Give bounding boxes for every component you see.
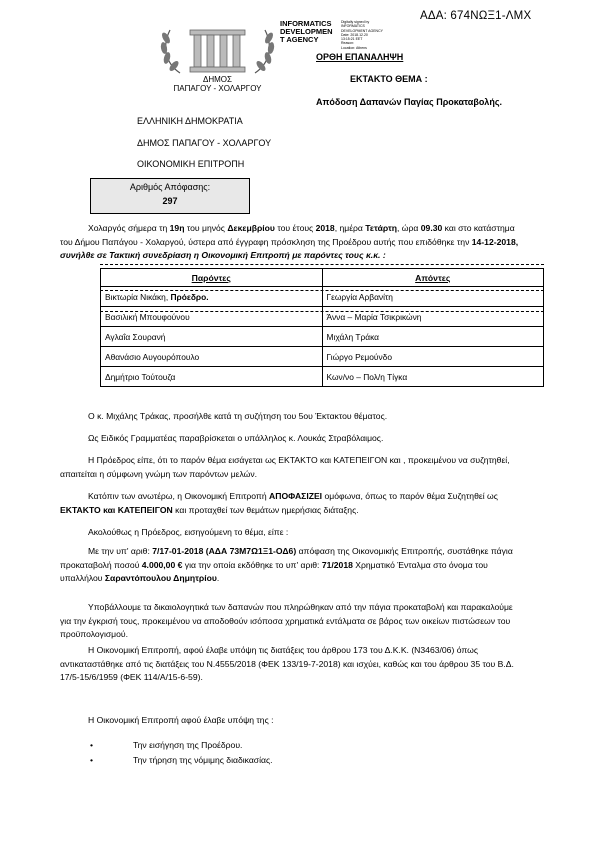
decide-text-3: και προταχθεί των θεμάτων ημερήσιας διάταξης.: [172, 504, 359, 515]
submission-line-1: Υποβάλλουμε τα δικαιολογητικά των δαπανών που πληρώθηκαν από την πάγια προκαταβολή και παρακαλούμε: [88, 602, 513, 612]
logo-line-1: ΔΗΜΟΣ: [203, 75, 232, 84]
present-name: Βικτωρία Νικάκη,: [105, 291, 171, 302]
intro-day: 19η: [169, 223, 185, 233]
intro-time: 09.30: [420, 223, 443, 233]
agency-line-3: T AGENCY: [280, 35, 319, 44]
intro-text-8: συνήλθε σε Τακτική συνεδρίαση η Οικονομική Επιτροπή με παρόντες τους κ.κ. :: [60, 250, 386, 260]
urgent-paragraph: [60, 454, 545, 481]
intro-text-3: του έτους: [274, 223, 316, 233]
intro-text-6: και στο κατάστημα: [442, 223, 515, 233]
urgent-line-2: απαιτείται η σύμφωνη γνώμη των παρόντων μελών.: [60, 468, 258, 479]
intro-year: 2018: [315, 223, 335, 233]
agency-line-1: INFORMATICS: [280, 19, 332, 28]
absent-cell: Κων/νο – Πολ/η Τίγκα: [322, 367, 544, 387]
dec-text-5: Χρηματικό Ένταλμα στο όνομα του: [352, 559, 488, 570]
divider: [100, 264, 544, 265]
dec-text-6: υπαλλήλου: [60, 573, 105, 583]
table-row: [101, 367, 544, 387]
municipality-logo: [150, 18, 285, 98]
present-header: Παρόντες: [101, 269, 323, 287]
legal-line-2: αντικαταστάθηκε από τις διατάξεις του Ν.4555/2018 (ΦΕΚ 133/19-7-2018) και ισχύει, καθώς και του άρθρου 35 του Β.Δ.: [60, 658, 514, 669]
dec-text-3: προκαταβολή ποσού: [60, 559, 142, 570]
decision-number-value: 297: [162, 196, 178, 206]
employee-name: Σαραντόπουλου Δημητρίου: [104, 573, 217, 583]
correct-repetition-label: ΟΡΘΗ ΕΠΑΝΑΛΗΨΗ: [316, 52, 404, 62]
table-row: [101, 347, 544, 367]
decide-text-1: Κατόπιν των ανωτέρω, η Οικονομική Επιτροπή: [88, 491, 270, 501]
bullet-icon: •: [90, 740, 94, 750]
chair-intro: Ακολούθως η Πρόεδρος, εισηγούμενη το θέμα, είπε :: [88, 527, 289, 537]
absent-header: Απόντες: [322, 269, 544, 287]
signature-detail-7: Location: Athens: [341, 45, 367, 50]
subject-title: Απόδοση Δαπανών Παγίας Προκαταβολής.: [316, 97, 502, 107]
divider: [100, 290, 544, 291]
invitation-date: 14-12-2018,: [471, 236, 519, 247]
dec-text-1: Με την υπ' αριθ:: [88, 546, 153, 556]
legal-paragraph: [60, 644, 545, 685]
intro-month: Δεκεμβρίου: [227, 223, 275, 233]
present-cell: Δημήτριο Τούτουζα: [101, 367, 323, 387]
prior-decision-ref: 7/17-01-2018 (ΑΔΑ 73Μ7Ω1Ξ1-ΟΔ6): [152, 546, 297, 556]
intro-weekday: Τετάρτη: [365, 223, 398, 233]
secretary-note: Ως Ειδικός Γραμματέας παραβρίσκεται ο υπάλληλος κ. Λουκάς Στραβόλαιμος.: [88, 433, 384, 443]
present-cell: Βασιλική Μπουφούνου: [101, 307, 323, 327]
present-cell: Αθανάσιο Αυγουρόπουλο: [101, 347, 323, 367]
signature-detail-2: INFORMATICS: [341, 24, 365, 29]
dec-text-2: απόφαση της Οικονομικής Επιτροπής, συστάθηκε πάγια: [296, 546, 513, 556]
urgent-line-1: Η Πρόεδρος είπε, ότι το παρόν θέμα εισάγεται ως ΕΚΤΑΚΤΟ και ΚΑΤΕΠΕΙΓΟΝ και , προκειμένου να συζητηθεί,: [88, 455, 510, 465]
signature-detail-4: Date: 2018.12.20: [341, 32, 368, 37]
absent-cell: Γεωργία Αρβανίτη: [322, 287, 544, 307]
divider: [100, 311, 544, 312]
laurel-emblem-icon: [150, 18, 285, 78]
considering-line: Η Οικονομική Επιτροπή αφού έλαβε υπόψη της :: [88, 715, 274, 725]
signature-details: [341, 20, 383, 50]
trakas-arrival: Ο κ. Μιχάλης Τράκας, προσήλθε κατά τη συζήτηση του 5ου Έκτακτου θέματος.: [88, 411, 388, 421]
intro-text-5: , ώρα: [397, 223, 421, 233]
table-row: [101, 307, 544, 327]
submission-line-3: προϋπολογισμού.: [60, 629, 128, 639]
decision-number-label: Αριθμός Απόφασης:: [129, 182, 211, 192]
logo-line-2: ΠΑΠΑΓΟΥ - ΧΟΛΑΡΓΟΥ: [173, 84, 262, 93]
dec-text-7: .: [216, 573, 220, 583]
committee-label: ΟΙΚΟΝΟΜΙΚΗ ΕΠΙΤΡΟΠΗ: [137, 159, 245, 169]
decide-paragraph: [60, 490, 545, 517]
municipality-label: ΔΗΜΟΣ ΠΑΠΑΓΟΥ - ΧΟΛΑΡΓΟΥ: [137, 138, 272, 148]
signature-detail-5: 13:15:21 EET: [341, 37, 363, 42]
signature-detail-6: Reason:: [341, 41, 355, 46]
signature-agency: [280, 20, 333, 44]
intro-text-7: του Δήμου Παπάγου - Χολαργού, ύστερα από έγγραφη πρόσκληση της Προέδρου αυτής που επιδόθηκε την: [60, 236, 472, 247]
advance-amount: 4.000,00 €: [141, 559, 183, 570]
prior-decision-paragraph: [60, 545, 545, 586]
urgent-topic-label: ΕΚΤΑΚΤΟ ΘΕΜΑ :: [350, 74, 428, 84]
dec-text-4: για την οποία εκδόθηκε το υπ' αριθ:: [182, 559, 322, 570]
ada-code: ΑΔΑ: 674ΝΩΞ1-ΛΜΧ: [420, 10, 532, 22]
warrant-number: 71/2018: [321, 559, 353, 570]
present-cell: Αγλαΐα Σουρανή: [101, 327, 323, 347]
attendance-table: [100, 268, 544, 387]
decide-keyword: ΑΠΟΦΑΣΙΖΕΙ: [269, 491, 323, 501]
submission-paragraph: [60, 601, 545, 642]
decide-urgent: ΕΚΤΑΚΤΟ και ΚΑΤΕΠΕΙΓΟΝ: [60, 504, 173, 515]
republic-label: ΕΛΛΗΝΙΚΗ ΔΗΜΟΚΡΑΤΙΑ: [137, 116, 243, 126]
decision-number-box: [90, 178, 250, 214]
intro-text-4: , ημέρα: [334, 223, 366, 233]
decide-text-2: ομόφωνα, όπως το παρόν θέμα Συζητηθεί ως: [322, 491, 498, 501]
legal-line-1: Η Οικονομική Επιτροπή, αφού έλαβε υπόψη τις διατάξεις του άρθρου 173 του Δ.Κ.Κ. (Ν3463/06) όπως: [88, 645, 479, 655]
legal-line-3: 17/5-15/6/1959 (ΦΕΚ 114/Α/15-6-59).: [60, 672, 203, 682]
absent-cell: Γιώργο Ρεμούνδο: [322, 347, 544, 367]
intro-paragraph: [60, 222, 545, 263]
list-item: Την τήρηση της νόμιμης διαδικασίας.: [133, 755, 273, 765]
absent-cell: Άννα – Μαρία Τσικρικώνη: [322, 307, 544, 327]
intro-text-2: του μηνός: [184, 223, 228, 233]
bullet-icon: •: [90, 755, 94, 765]
submission-line-2: για την έγκρισή τους, προκειμένου να αποδοθούν ισόποσα χρηματικά εντάλματα σε βάρος των οικείων πιστώσεων του: [60, 615, 511, 626]
list-item: Την εισήγηση της Προέδρου.: [133, 740, 243, 750]
intro-text-1: Χολαργός σήμερα τη: [88, 223, 170, 233]
agency-line-2: DEVELOPMEN: [280, 27, 333, 36]
signature-detail-1: Digitally signed by: [341, 20, 370, 24]
table-row: [101, 327, 544, 347]
signature-detail-3: DEVELOPMENT AGENCY: [341, 28, 383, 33]
absent-cell: Μιχάλη Τράκα: [322, 327, 544, 347]
present-role: Πρόεδρο.: [170, 291, 209, 302]
